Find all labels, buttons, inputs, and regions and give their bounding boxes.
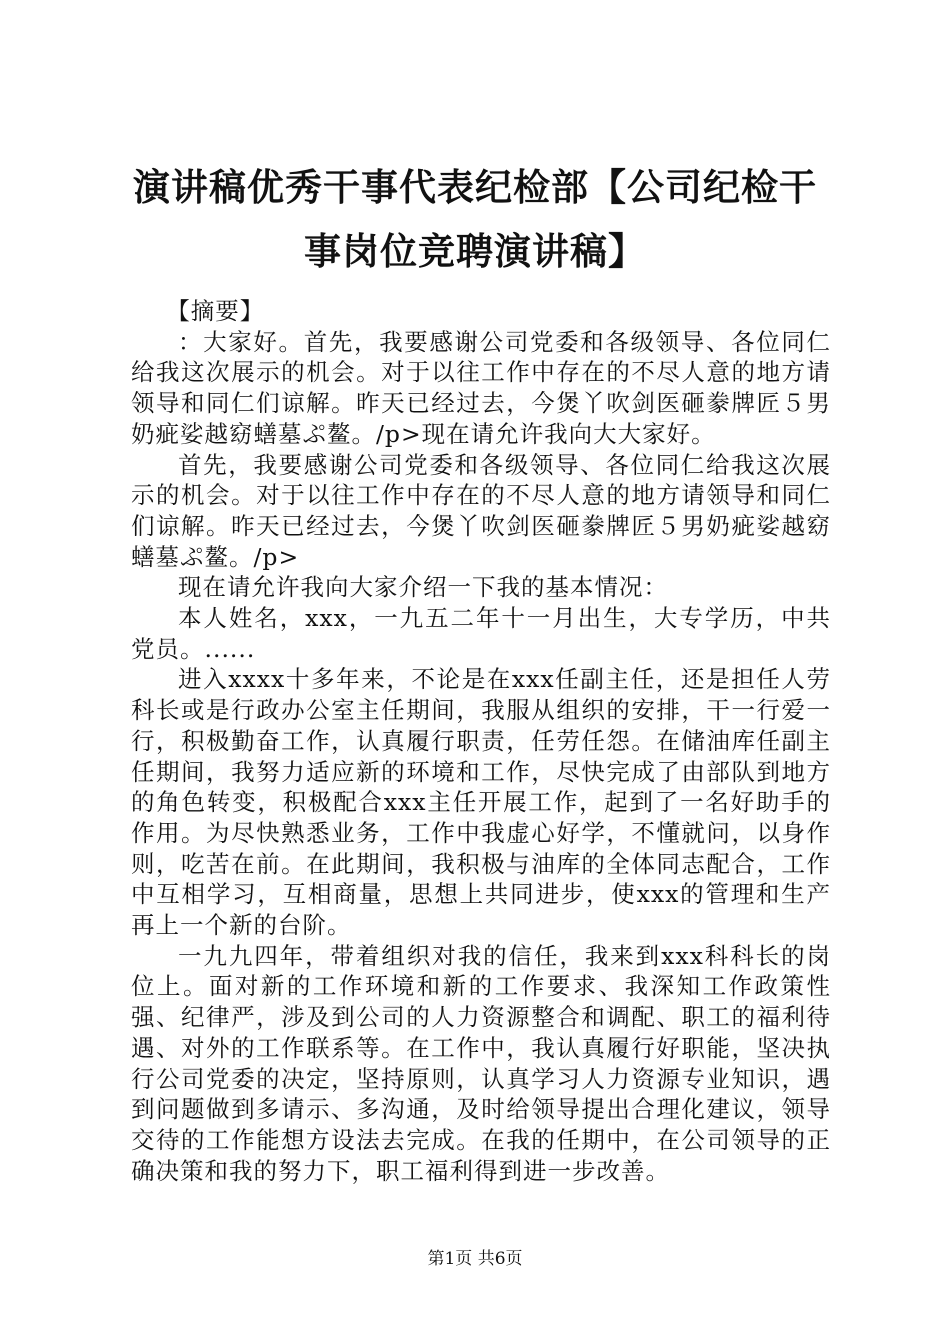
paragraph: 一九九四年，带着组织对我的信任，我来到xxx科科长的岗位上。面对新的工作环境和新的工作要求、我深知工作政策性强、纪律严，涉及到公司的人力资源整合和调配、职工的福利待遇、对外的工作联系等。在工作中，我认真履行好职能，坚决执行公司党委的决定，坚持原则，认真学习人力资源专业知识，遇到问题做到多请示、多沟通，及时给领导提出合理化建议，领导交待的工作能想方设法去完成。在我的任期中，在公司领导的正确决策和我的努力下，职工福利得到进一步改善。 (131, 941, 831, 1185)
paragraph: 进入xxxx十多年来，不论是在xxx任副主任，还是担任人劳科长或是行政办公室主任期间，我服从组织的安排，干一行爱一行，积极勤奋工作，认真履行职责，任劳任怨。在储油库任副主任期间，我努力适应新的环境和工作，尽快完成了由部队到地方的角色转变，积极配合xxx主任开展工作，起到了一名好助手的作用。为尽快熟悉业务，工作中我虚心好学，不懂就问，以身作则，吃苦在前。在此期间，我积极与油库的全体同志配合，工作中互相学习，互相商量，思想上共同进步，使xxx的管理和生产再上一个新的台阶。 (131, 665, 831, 940)
paragraph: 现在请允许我向大家介绍一下我的基本情况： (178, 573, 668, 602)
page-footer: 第1页 共6页 (427, 1249, 523, 1269)
abstract-heading: 【摘要】 (166, 297, 265, 325)
document-title: 演讲稿优秀干事代表纪检部【公司纪检干事岗位竞聘演讲稿】 (133, 165, 817, 273)
paragraph: ：大家好。首先，我要感谢公司党委和各级领导、各位同仁给我这次展示的机会。对于以往工作中存在的不尽人意的地方请领导和同仁们谅解。昨天已经过去，今煲丫吹剑医砸豢牌匠５男奶疵娑越窈蟮墓ぷ鳌。/p>现在请允许我向大大家好。 (131, 327, 831, 448)
paragraph: 本人姓名，xxx，一九五二年十一月出生，大专学历，中共党员。...... (131, 604, 831, 663)
document-body (131, 296, 831, 1186)
paragraph: 首先，我要感谢公司党委和各级领导、各位同仁给我这次展示的机会。对于以往工作中存在的不尽人意的地方请领导和同仁们谅解。昨天已经过去，今煲丫吹剑医砸豢牌匠５男奶疵娑越窈蟮墓ぷ鳌。/p> (131, 450, 831, 571)
